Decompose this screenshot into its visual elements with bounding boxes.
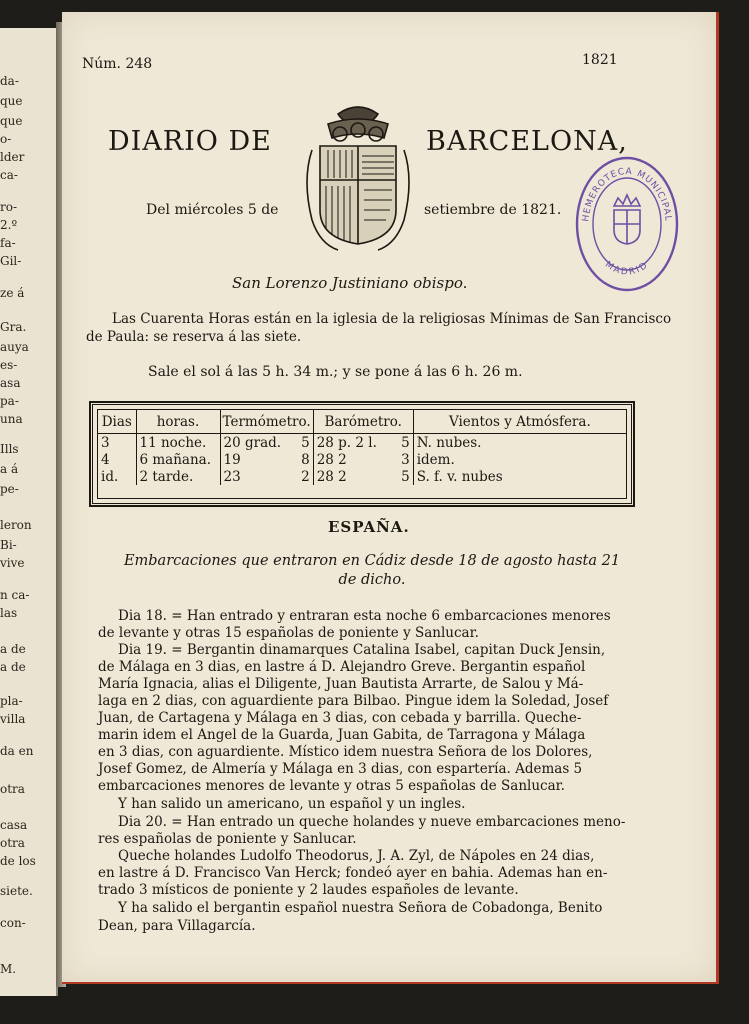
weather-day: id.: [98, 468, 136, 485]
body-line: Dean, para Villagarcía.: [98, 918, 256, 934]
body-line: res españolas de poniente y Sanlucar.: [98, 831, 357, 847]
left-fragment: ze á: [0, 286, 25, 300]
library-stamp: [574, 152, 680, 292]
crown-icon: [614, 195, 640, 244]
date-right: setiembre de 1821.: [424, 202, 562, 218]
left-fragment: Gra.: [0, 320, 27, 334]
left-fragment: Bi-: [0, 538, 17, 552]
weather-wind: N. nubes.: [416, 434, 482, 451]
coat-of-arms-icon: [298, 100, 418, 260]
body-line: en lastre á D. Francisco Van Herck; fondeó ayer en bahia. Ademas han en-: [98, 865, 608, 881]
left-fragment: Ills: [0, 442, 19, 456]
left-fragment: leron: [0, 518, 32, 532]
weather-thermo: 19 8: [220, 451, 313, 468]
body-line: Juan, de Cartagena y Málaga en 3 dias, con cebada y barrilla. Queche-: [98, 710, 582, 726]
left-fragment: siete.: [0, 884, 33, 898]
weather-wind: S. f. v. nubes: [416, 468, 503, 485]
left-fragment: auya: [0, 340, 29, 354]
weather-wind: idem.: [416, 451, 455, 468]
left-fragment: casa: [0, 818, 28, 832]
body-line: de Málaga en 3 dias, en lastre á D. Alejandro Greve. Bergantin español: [98, 659, 586, 675]
left-fragment: las: [0, 606, 18, 620]
weather-hour: 11 noche.: [136, 434, 220, 452]
left-fragment: pla-: [0, 694, 23, 708]
weather-baro: 28 p. 2 l. 5: [313, 434, 413, 452]
left-page-edge: [0, 28, 58, 996]
left-fragment: lder: [0, 150, 25, 164]
left-fragment: Gil-: [0, 254, 22, 268]
weather-header-winds: Vientos y Atmósfera.: [413, 410, 626, 434]
left-fragment: ca-: [0, 168, 18, 182]
body-line: Josef Gomez, de Almería y Málaga en 3 dias, con espartería. Ademas 5: [98, 761, 583, 777]
left-fragment: vive: [0, 556, 25, 570]
body-line: Y han salido un americano, un español y un ingles.: [118, 796, 466, 812]
body-line: embarcaciones menores de levante y otras 5 españolas de Sanlucar.: [98, 778, 565, 794]
weather-row: [98, 434, 626, 452]
issue-year: 1821: [582, 52, 618, 68]
left-fragment: da en: [0, 744, 34, 758]
masthead-title-right: BARCELONA,: [426, 126, 628, 157]
stamp-bottom-text: MADRID: [603, 259, 651, 278]
left-fragment: pe-: [0, 482, 19, 496]
newspaper-page: [62, 12, 719, 984]
left-fragment: villa: [0, 712, 26, 726]
left-fragment: otra: [0, 782, 25, 796]
body-line: trado 3 místicos de poniente y 2 laudes españoles de levante.: [98, 882, 519, 898]
weather-header-barometer: Barómetro.: [313, 410, 413, 434]
weather-header-thermometer: Termómetro.: [220, 410, 313, 434]
body-line: en 3 dias, con aguardiente. Místico idem nuestra Señora de los Dolores,: [98, 744, 593, 760]
sunrise-sunset: Sale el sol á las 5 h. 34 m.; y se pone á las 6 h. 26 m.: [148, 364, 523, 380]
left-fragment: es-: [0, 358, 18, 372]
weather-day: 3: [98, 434, 136, 452]
left-fragment: que: [0, 114, 23, 128]
weather-header-days: Dias: [98, 410, 136, 434]
body-line: laga en 2 dias, con aguardiente para Bilbao. Pingue idem la Soledad, Josef: [98, 693, 609, 709]
left-fragment: asa: [0, 376, 21, 390]
weather-baro: 28 2 3: [313, 451, 413, 468]
left-fragment: M.: [0, 962, 17, 976]
left-fragment: que: [0, 94, 23, 108]
body-line: Dia 19. = Bergantin dinamarques Catalina Isabel, capitan Duck Jensin,: [118, 642, 606, 658]
left-fragment: 2.º: [0, 218, 18, 232]
left-fragment: a á: [0, 462, 19, 476]
weather-thermo: 20 grad. 5: [220, 434, 313, 452]
weather-day: 4: [98, 451, 136, 468]
left-fragment: pa-: [0, 394, 19, 408]
date-left: Del miércoles 5 de: [146, 202, 279, 218]
weather-thermo: 23 2: [220, 468, 313, 485]
section-title: ESPAÑA.: [328, 518, 410, 536]
stamp-top-text: HEMEROTECA MUNICIPAL: [581, 166, 673, 223]
left-fragment: o-: [0, 132, 12, 146]
left-fragment: da-: [0, 74, 19, 88]
weather-baro: 28 2 5: [313, 468, 413, 485]
body-line: marin idem el Angel de la Guarda, Juan Gabita, de Tarragona y Málaga: [98, 727, 586, 743]
weather-hour: 6 mañana.: [136, 451, 220, 468]
weather-header-hours: horas.: [136, 410, 220, 434]
body-line: Queche holandes Ludolfo Theodorus, J. A. Zyl, de Nápoles en 24 dias,: [118, 848, 595, 864]
left-fragment: una: [0, 412, 23, 426]
weather-row: [98, 451, 626, 468]
masthead-title-left: DIARIO DE: [108, 126, 272, 157]
section-subheading: Embarcaciones que entraron en Cádiz desde 18 de agosto hasta 21 de dicho.: [123, 553, 621, 588]
body-line: Dia 18. = Han entrado y entraran esta noche 6 embarcaciones menores: [118, 608, 611, 624]
body-line: Dia 20. = Han entrado un queche holandes y nueve embarcaciones meno-: [118, 814, 626, 830]
issue-number: Núm. 248: [82, 56, 153, 72]
left-fragment: n ca-: [0, 588, 30, 602]
left-fragment: fa-: [0, 236, 16, 250]
weather-hour: 2 tarde.: [136, 468, 220, 485]
weather-row: [98, 468, 626, 485]
body-line: Y ha salido el bergantin español nuestra Señora de Cobadonga, Benito: [118, 900, 603, 916]
left-fragment: a de: [0, 642, 26, 656]
left-fragment: con-: [0, 916, 26, 930]
forty-hours-notice: Las Cuarenta Horas están en la iglesia de la religiosas Mínimas de San Francisco de Paula: se reserva á las siete.: [86, 311, 672, 345]
left-fragment: ro-: [0, 200, 18, 214]
left-fragment: a de: [0, 660, 26, 674]
saint-of-the-day: San Lorenzo Justiniano obispo.: [232, 274, 468, 292]
left-fragment: otra: [0, 836, 25, 850]
svg-text:MADRID: [603, 260, 651, 278]
left-fragment: de los: [0, 854, 36, 868]
body-line: María Ignacia, alias el Diligente, Juan Bautista Arrarte, de Salou y Má-: [98, 676, 584, 692]
weather-table: [90, 402, 634, 506]
body-line: de levante y otras 15 españolas de poniente y Sanlucar.: [98, 625, 479, 641]
